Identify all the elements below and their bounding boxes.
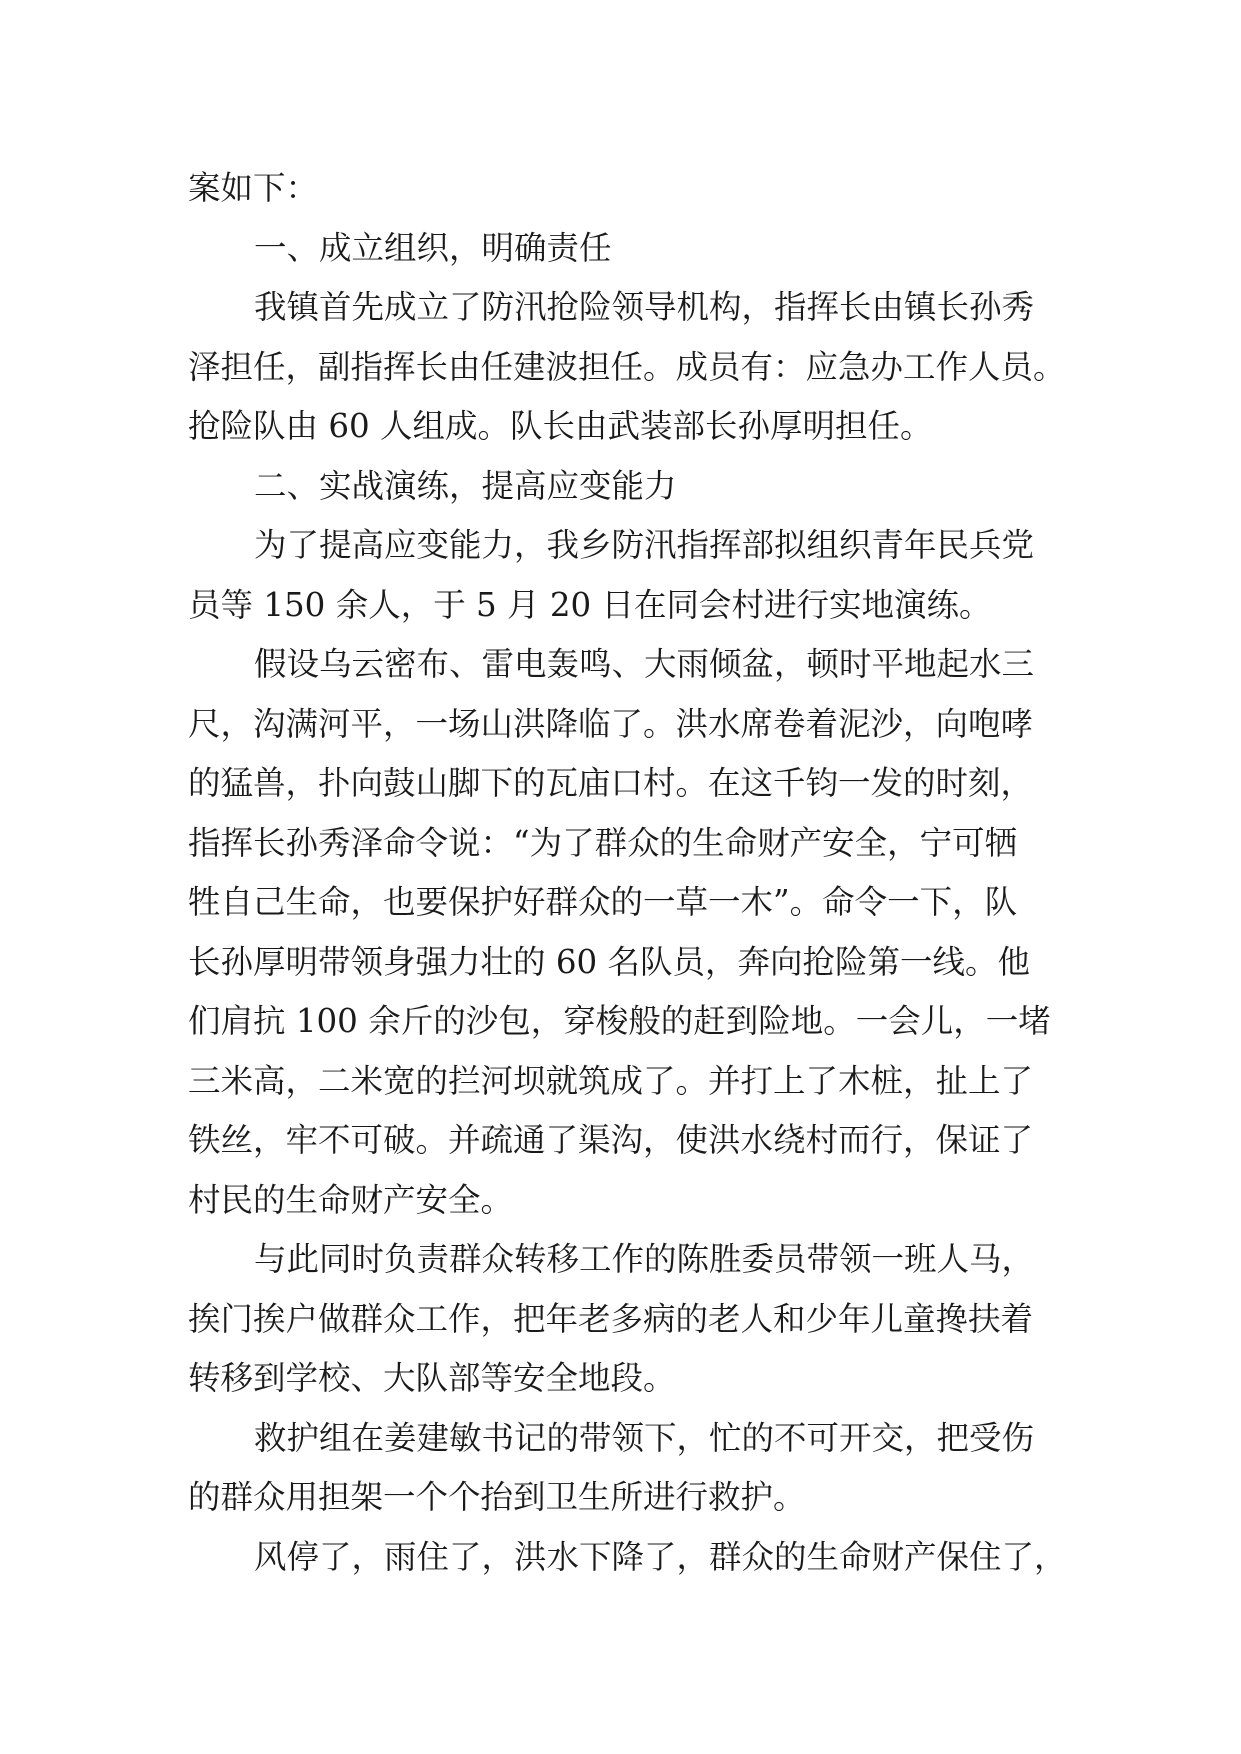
text-line: 抢险队由 60 人组成。队长由武装部长孙厚明担任。	[188, 407, 933, 445]
text-line: 案如下：	[188, 169, 319, 207]
text-line: 风停了，雨住了，洪水下降了，群众的生命财产保住了，	[254, 1537, 1067, 1576]
text-line: 牲自己生命，也要保护好群众的一草一木”。命令一下，队	[188, 883, 1018, 921]
text-line: 二、实战演练，提高应变能力	[254, 466, 677, 505]
text-line: 村民的生命财产安全。	[188, 1180, 514, 1219]
text-line: 的猛兽，扑向鼓山脚下的瓦庙口村。在这千钧一发的时刻，	[188, 764, 1034, 802]
text-line: 一、成立组织，明确责任	[254, 228, 612, 267]
text-line: 员等 150 余人，于 5 月 20 日在同会村进行实地演练。	[188, 585, 992, 624]
text-line: 们肩抗 100 余斤的沙包，穿梭般的赶到险地。一会儿，一堵	[188, 1002, 1051, 1040]
text-line: 为了提高应变能力，我乡防汛指挥部拟组织青年民兵党	[254, 526, 1035, 564]
text-line: 与此同时负责群众转移工作的陈胜委员带领一班人马，	[254, 1240, 1035, 1278]
text-line: 我镇首先成立了防汛抢险领导机构，指挥长由镇长孙秀	[254, 288, 1035, 326]
text-line: 尺，沟满河平，一场山洪降临了。洪水席卷着泥沙，向咆哮	[188, 704, 1034, 743]
text-line: 泽担任，副指挥长由任建波担任。成员有：应急办工作人员。	[188, 347, 1066, 386]
text-line: 三米高，二米宽的拦河坝就筑成了。并打上了木桩，扯上了	[188, 1061, 1034, 1100]
text-line: 救护组在姜建敏书记的带领下，忙的不可开交，把受伤	[254, 1418, 1035, 1457]
text-line: 转移到学校、大队部等安全地段。	[188, 1359, 676, 1397]
text-line: 长孙厚明带领身强力壮的 60 名队员，奔向抢险第一线。他	[188, 942, 1031, 981]
text-line: 的群众用担架一个个抬到卫生所进行救护。	[188, 1478, 806, 1516]
text-line: 挨门挨户做群众工作，把年老多病的老人和少年儿童搀扶着	[188, 1299, 1034, 1338]
text-line: 假设乌云密布、雷电轰鸣、大雨倾盆，顿时平地起水三	[254, 645, 1035, 683]
text-line: 铁丝，牢不可破。并疏通了渠沟，使洪水绕村而行，保证了	[188, 1121, 1034, 1159]
text-line: 指挥长孙秀泽命令说：“为了群众的生命财产安全，宁可牺	[188, 823, 1018, 862]
document-body	[188, 159, 1067, 1587]
